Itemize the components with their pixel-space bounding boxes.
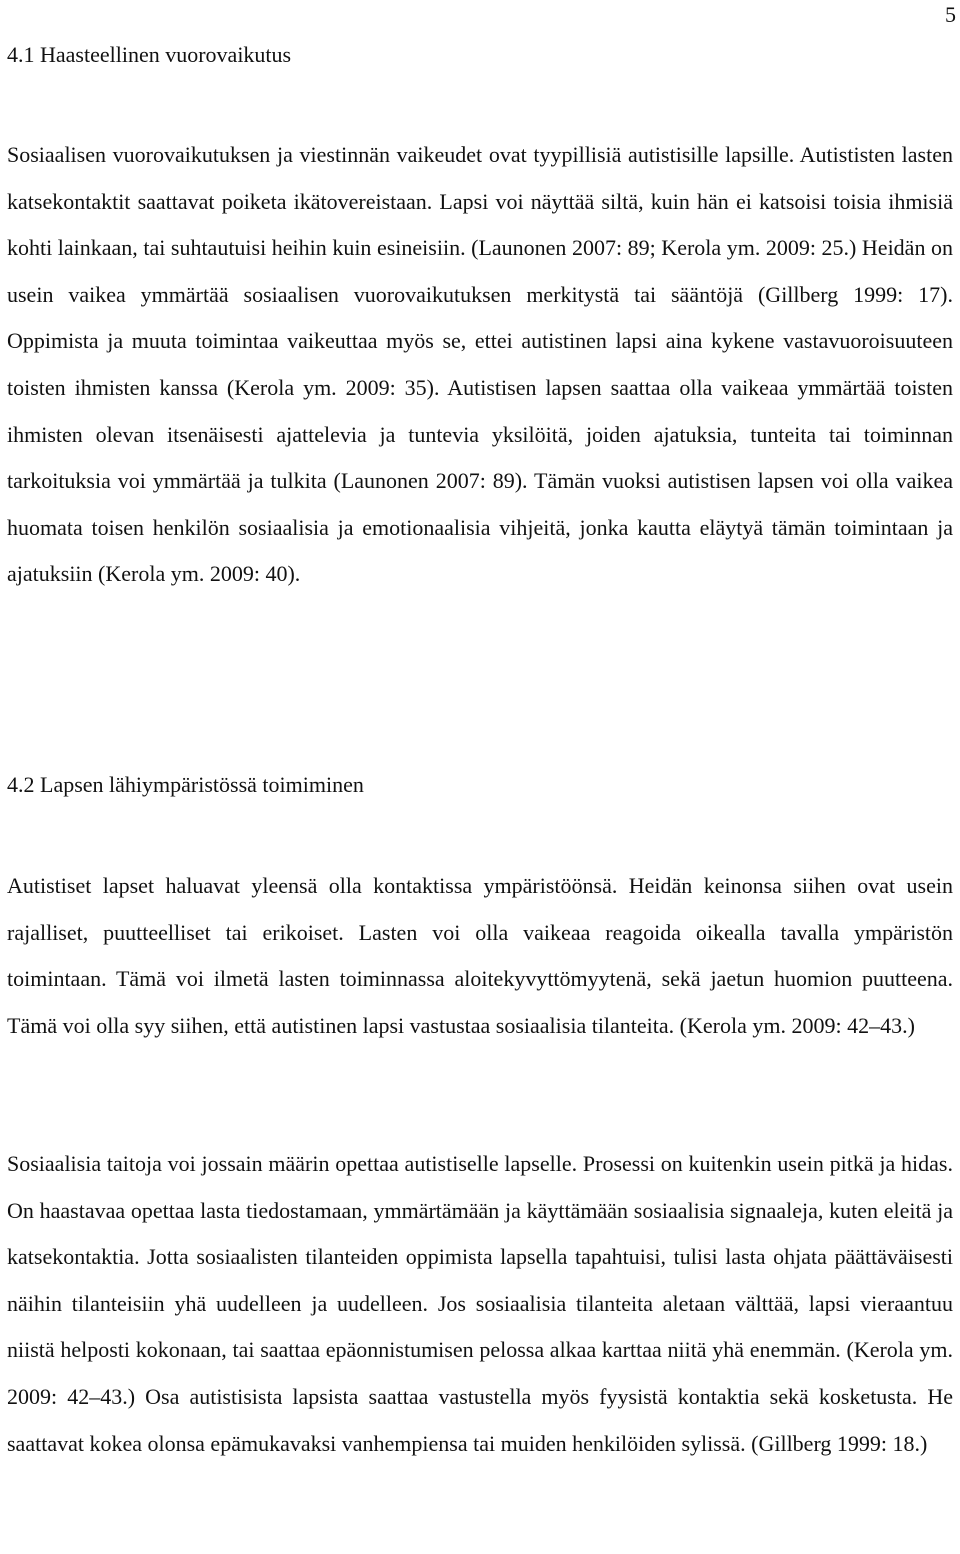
section-4-2-paragraph-2: Sosiaalisia taitoja voi jossain määrin opettaa autistiselle lapselle. Prosessi on kuitenkin usein pitkä ja hidas. On haastavaa opettaa lasta tiedostamaan, ymmärtämään ja käyttämään sosiaalisia signaaleja, kuten eleitä ja katsekontaktia. Jotta sosiaalisten tilanteiden oppimista lapsella tapahtuisi, tulisi lasta ohjata päättäväisesti näihin tilanteisiin yhä uudelleen ja uudelleen. Jos sosiaalisia tilanteita aletaan välttää, lapsi vieraantuu niistä helposti kokonaan, tai saattaa epäonnistumisen pelossa alkaa karttaa niitä yhä enemmän. (Kerola ym. 2009: 42–43.) Osa autistisista lapsista saattaa vastustella myös fyysistä kontaktia sekä kosketusta. He saattavat kokea olonsa epämukavaksi vanhempiensa tai muiden henkilöiden sylissä. (Gillberg 1999: 18.) (7, 1151, 953, 1456)
section-4-2-paragraph-1: Autistiset lapset haluavat yleensä olla kontaktissa ympäristöönsä. Heidän keinonsa siihen ovat usein rajalliset, puutteelliset tai erikoiset. Lasten voi olla vaikeaa reagoida oikealla tavalla ympäristön toimintaan. Tämä voi ilmetä lasten toiminnassa aloitekyvyttömyytenä, sekä jaetun huomion puutteena. Tämä voi olla syy siihen, että autistinen lapsi vastustaa sosiaalisia tilanteita. (Kerola ym. 2009: 42–43.) (7, 873, 953, 1038)
section-4-1-paragraph: Sosiaalisen vuorovaikutuksen ja viestinnän vaikeudet ovat tyypillisiä autistisille lapsille. Autististen lasten katsekontaktit saattavat poiketa ikätovereistaan. Lapsi voi näyttää siltä, kuin hän ei katsoisi toisia ihmisiä kohti lainkaan, tai suhtautuisi heihin kuin esineisiin. (Launonen 2007: 89; Kerola ym. 2009: 25.) Heidän on usein vaikea ymmärtää sosiaalisen vuorovaikutuksen merkitystä tai sääntöjä (Gillberg 1999: 17). Oppimista ja muuta toimintaa vaikeuttaa myös se, ettei autistinen lapsi aina kykene vastavuoroisuuteen toisten ihmisten kanssa (Kerola ym. 2009: 35). Autistisen lapsen saattaa olla vaikeaa ymmärtää toisten ihmisten olevan itsenäisesti ajattelevia ja tuntevia yksilöitä, joiden ajatuksia, tunteita tai toiminnan tarkoituksia voi ymmärtää ja tulkita (Launonen 2007: 89). Tämän vuoksi autistisen lapsen voi olla vaikea huomata toisen henkilön sosiaalisia ja emotionaalisia vihjeitä, jonka kautta eläytyä tämän toimintaan ja ajatuksiin (Kerola ym. 2009: 40). (7, 142, 953, 587)
page-number: 5 (945, 2, 956, 27)
section-heading-4-1: 4.1 Haasteellinen vuorovaikutus (7, 42, 292, 67)
section-heading-4-2: 4.2 Lapsen lähiympäristössä toimiminen (7, 772, 364, 797)
